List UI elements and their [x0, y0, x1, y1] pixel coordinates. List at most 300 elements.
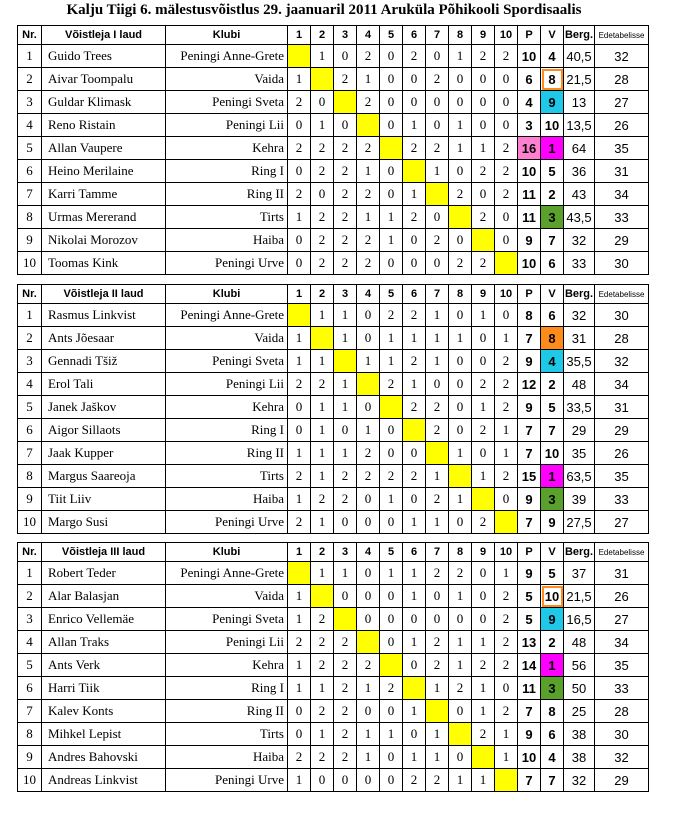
player-name: Alar Balasjan	[42, 585, 166, 608]
result-cell: 2	[495, 396, 518, 419]
berger-cell: 32	[564, 304, 595, 327]
result-cell: 2	[426, 654, 449, 677]
player-name: Karri Tamme	[42, 183, 166, 206]
club-name: Ring I	[166, 160, 288, 183]
header-round: 1	[288, 543, 311, 562]
result-cell: 2	[472, 419, 495, 442]
club-name: Peningi Urve	[166, 511, 288, 534]
result-cell: 2	[311, 373, 334, 396]
player-name: Andreas Linkvist	[42, 769, 166, 792]
ranking-cell: 28	[595, 68, 649, 91]
result-cell: 0	[380, 160, 403, 183]
result-cell: 2	[472, 373, 495, 396]
berger-cell: 21,5	[564, 68, 595, 91]
result-cell: 0	[357, 608, 380, 631]
result-cell: 0	[449, 608, 472, 631]
result-cell: 1	[311, 350, 334, 373]
berger-cell: 38	[564, 723, 595, 746]
result-cell: 1	[288, 350, 311, 373]
place-cell: 8	[541, 700, 564, 723]
place-cell: 4	[541, 45, 564, 68]
result-cell: 1	[472, 769, 495, 792]
row-number: 3	[18, 350, 42, 373]
row-number: 9	[18, 229, 42, 252]
club-name: Tirts	[166, 465, 288, 488]
result-cell: 1	[426, 350, 449, 373]
self-cell	[472, 229, 495, 252]
result-cell: 2	[472, 654, 495, 677]
result-cell: 0	[288, 252, 311, 275]
result-cell: 0	[288, 723, 311, 746]
points-cell: 7	[518, 442, 541, 465]
points-cell: 5	[518, 608, 541, 631]
result-cell: 0	[495, 206, 518, 229]
header-nr: Nr.	[18, 543, 42, 562]
place-cell: 10	[541, 442, 564, 465]
points-cell: 13	[518, 631, 541, 654]
crosstable-1	[17, 25, 649, 275]
result-cell: 2	[311, 700, 334, 723]
points-cell: 7	[518, 327, 541, 350]
result-cell: 2	[495, 608, 518, 631]
result-cell: 1	[472, 304, 495, 327]
club-name: Haiba	[166, 229, 288, 252]
header-points: P	[518, 543, 541, 562]
result-cell: 2	[426, 562, 449, 585]
result-cell: 2	[426, 631, 449, 654]
result-cell: 0	[380, 700, 403, 723]
player-name: Mihkel Lepist	[42, 723, 166, 746]
result-cell: 0	[334, 114, 357, 137]
result-cell: 0	[311, 91, 334, 114]
result-cell: 1	[380, 327, 403, 350]
header-ranking: Edetabelisse	[595, 26, 649, 45]
result-cell: 2	[334, 229, 357, 252]
result-cell: 1	[357, 160, 380, 183]
berger-cell: 16,5	[564, 608, 595, 631]
points-cell: 11	[518, 183, 541, 206]
header-round: 4	[357, 26, 380, 45]
result-cell: 0	[357, 304, 380, 327]
player-name: Rasmus Linkvist	[42, 304, 166, 327]
self-cell	[449, 723, 472, 746]
club-name: Peningi Anne-Grete	[166, 45, 288, 68]
result-cell: 2	[472, 45, 495, 68]
result-cell: 1	[311, 45, 334, 68]
self-cell	[288, 304, 311, 327]
result-cell: 0	[334, 769, 357, 792]
result-cell: 1	[449, 442, 472, 465]
points-cell: 5	[518, 585, 541, 608]
result-cell: 1	[357, 746, 380, 769]
result-cell: 2	[334, 206, 357, 229]
berger-cell: 50	[564, 677, 595, 700]
result-cell: 2	[495, 631, 518, 654]
header-player: Võistleja II laud	[42, 285, 166, 304]
self-cell	[334, 91, 357, 114]
row-number: 5	[18, 137, 42, 160]
header-round: 7	[426, 543, 449, 562]
result-cell: 1	[426, 160, 449, 183]
result-cell: 1	[380, 206, 403, 229]
result-cell: 1	[495, 419, 518, 442]
result-cell: 2	[311, 746, 334, 769]
table-row	[18, 373, 649, 396]
result-cell: 1	[449, 137, 472, 160]
result-cell: 0	[449, 746, 472, 769]
result-cell: 2	[311, 488, 334, 511]
table-row	[18, 396, 649, 419]
header-round: 3	[334, 26, 357, 45]
result-cell: 1	[472, 396, 495, 419]
row-number: 10	[18, 252, 42, 275]
result-cell: 1	[426, 746, 449, 769]
berger-cell: 39	[564, 488, 595, 511]
player-name: Aivar Toompalu	[42, 68, 166, 91]
result-cell: 2	[288, 137, 311, 160]
result-cell: 0	[380, 585, 403, 608]
self-cell	[311, 585, 334, 608]
berger-cell: 64	[564, 137, 595, 160]
result-cell: 1	[495, 327, 518, 350]
player-name: Margo Susi	[42, 511, 166, 534]
self-cell	[426, 700, 449, 723]
berger-cell: 13,5	[564, 114, 595, 137]
result-cell: 1	[288, 488, 311, 511]
ranking-cell: 28	[595, 327, 649, 350]
club-name: Ring II	[166, 700, 288, 723]
result-cell: 0	[426, 608, 449, 631]
points-cell: 11	[518, 206, 541, 229]
result-cell: 0	[472, 562, 495, 585]
self-cell	[311, 68, 334, 91]
header-round: 10	[495, 26, 518, 45]
player-name: Erol Tali	[42, 373, 166, 396]
result-cell: 2	[334, 631, 357, 654]
self-cell	[288, 562, 311, 585]
table-row	[18, 677, 649, 700]
result-cell: 2	[334, 183, 357, 206]
result-cell: 1	[357, 677, 380, 700]
header-place: V	[541, 285, 564, 304]
result-cell: 2	[403, 304, 426, 327]
place-cell: 9	[541, 91, 564, 114]
result-cell: 0	[449, 229, 472, 252]
result-cell: 1	[380, 350, 403, 373]
place-cell: 8	[541, 327, 564, 350]
self-cell	[403, 677, 426, 700]
table-row	[18, 114, 649, 137]
row-number: 3	[18, 91, 42, 114]
result-cell: 0	[334, 585, 357, 608]
berger-cell: 48	[564, 373, 595, 396]
result-cell: 2	[472, 511, 495, 534]
result-cell: 0	[288, 114, 311, 137]
result-cell: 2	[357, 137, 380, 160]
result-cell: 1	[334, 562, 357, 585]
club-name: Kehra	[166, 654, 288, 677]
berger-cell: 43,5	[564, 206, 595, 229]
result-cell: 0	[288, 229, 311, 252]
result-cell: 0	[380, 252, 403, 275]
berger-cell: 33	[564, 252, 595, 275]
berger-cell: 13	[564, 91, 595, 114]
result-cell: 0	[426, 585, 449, 608]
header-round: 7	[426, 285, 449, 304]
self-cell	[403, 160, 426, 183]
result-cell: 1	[380, 723, 403, 746]
ranking-cell: 34	[595, 183, 649, 206]
table-row	[18, 91, 649, 114]
result-cell: 2	[472, 723, 495, 746]
result-cell: 1	[403, 114, 426, 137]
result-cell: 2	[311, 206, 334, 229]
player-name: Toomas Kink	[42, 252, 166, 275]
row-number: 2	[18, 327, 42, 350]
berger-cell: 32	[564, 229, 595, 252]
result-cell: 0	[449, 160, 472, 183]
result-cell: 2	[426, 137, 449, 160]
ranking-cell: 33	[595, 677, 649, 700]
result-cell: 2	[334, 465, 357, 488]
self-cell	[288, 45, 311, 68]
result-cell: 2	[288, 511, 311, 534]
ranking-cell: 31	[595, 160, 649, 183]
club-name: Peningi Lii	[166, 114, 288, 137]
place-cell: 1	[541, 654, 564, 677]
self-cell	[334, 608, 357, 631]
result-cell: 2	[495, 373, 518, 396]
result-cell: 2	[403, 137, 426, 160]
result-cell: 1	[288, 769, 311, 792]
result-cell: 2	[288, 746, 311, 769]
result-cell: 1	[288, 585, 311, 608]
player-name: Allan Vaupere	[42, 137, 166, 160]
result-cell: 2	[472, 160, 495, 183]
result-cell: 0	[380, 769, 403, 792]
result-cell: 1	[472, 465, 495, 488]
header-round: 8	[449, 285, 472, 304]
club-name: Haiba	[166, 488, 288, 511]
header-round: 1	[288, 26, 311, 45]
result-cell: 2	[495, 700, 518, 723]
header-round: 4	[357, 543, 380, 562]
header-round: 3	[334, 543, 357, 562]
self-cell	[357, 631, 380, 654]
result-cell: 1	[449, 114, 472, 137]
result-cell: 0	[357, 562, 380, 585]
row-number: 10	[18, 769, 42, 792]
result-cell: 2	[288, 373, 311, 396]
result-cell: 1	[311, 723, 334, 746]
result-cell: 1	[426, 723, 449, 746]
points-cell: 15	[518, 465, 541, 488]
result-cell: 2	[334, 654, 357, 677]
result-cell: 2	[426, 769, 449, 792]
club-name: Peningi Sveta	[166, 350, 288, 373]
result-cell: 2	[495, 350, 518, 373]
place-cell: 10	[541, 585, 564, 608]
result-cell: 2	[449, 562, 472, 585]
points-cell: 8	[518, 304, 541, 327]
result-cell: 0	[357, 488, 380, 511]
result-cell: 1	[403, 585, 426, 608]
result-cell: 2	[472, 206, 495, 229]
result-cell: 1	[426, 465, 449, 488]
place-cell: 9	[541, 608, 564, 631]
self-cell	[472, 746, 495, 769]
result-cell: 0	[357, 585, 380, 608]
header-berger: Berg.	[564, 543, 595, 562]
table-row	[18, 465, 649, 488]
result-cell: 1	[288, 608, 311, 631]
points-cell: 4	[518, 91, 541, 114]
header-ranking: Edetabelisse	[595, 285, 649, 304]
berger-cell: 31	[564, 327, 595, 350]
club-name: Peningi Sveta	[166, 91, 288, 114]
result-cell: 1	[449, 45, 472, 68]
result-cell: 0	[403, 608, 426, 631]
row-number: 6	[18, 160, 42, 183]
ranking-cell: 29	[595, 769, 649, 792]
result-cell: 0	[288, 160, 311, 183]
club-name: Peningi Anne-Grete	[166, 562, 288, 585]
header-round: 8	[449, 26, 472, 45]
row-number: 6	[18, 677, 42, 700]
result-cell: 2	[380, 677, 403, 700]
place-cell: 2	[541, 631, 564, 654]
player-name: Urmas Mererand	[42, 206, 166, 229]
points-cell: 9	[518, 488, 541, 511]
result-cell: 1	[426, 304, 449, 327]
club-name: Peningi Urve	[166, 769, 288, 792]
result-cell: 0	[449, 700, 472, 723]
row-number: 7	[18, 442, 42, 465]
result-cell: 1	[334, 373, 357, 396]
result-cell: 0	[311, 769, 334, 792]
result-cell: 1	[357, 68, 380, 91]
result-cell: 1	[311, 396, 334, 419]
result-cell: 1	[403, 373, 426, 396]
club-name: Kehra	[166, 137, 288, 160]
berger-cell: 35,5	[564, 350, 595, 373]
result-cell: 0	[426, 91, 449, 114]
row-number: 4	[18, 114, 42, 137]
result-cell: 0	[334, 511, 357, 534]
result-cell: 2	[403, 350, 426, 373]
result-cell: 0	[403, 91, 426, 114]
ranking-cell: 35	[595, 654, 649, 677]
table-row	[18, 488, 649, 511]
result-cell: 2	[334, 677, 357, 700]
result-cell: 1	[495, 442, 518, 465]
result-cell: 0	[380, 631, 403, 654]
club-name: Peningi Urve	[166, 252, 288, 275]
result-cell: 1	[288, 654, 311, 677]
player-name: Heino Merilaine	[42, 160, 166, 183]
result-cell: 2	[403, 45, 426, 68]
header-round: 1	[288, 285, 311, 304]
result-cell: 0	[334, 45, 357, 68]
result-cell: 2	[288, 91, 311, 114]
result-cell: 1	[288, 442, 311, 465]
result-cell: 2	[426, 488, 449, 511]
player-name: Harri Tiik	[42, 677, 166, 700]
result-cell: 2	[495, 137, 518, 160]
result-cell: 0	[380, 442, 403, 465]
table-row	[18, 442, 649, 465]
result-cell: 2	[311, 631, 334, 654]
self-cell	[403, 419, 426, 442]
place-cell: 10	[541, 114, 564, 137]
result-cell: 0	[495, 229, 518, 252]
result-cell: 0	[495, 68, 518, 91]
row-number: 9	[18, 488, 42, 511]
row-number: 7	[18, 183, 42, 206]
place-cell: 3	[541, 206, 564, 229]
club-name: Ring II	[166, 183, 288, 206]
result-cell: 1	[311, 677, 334, 700]
result-cell: 2	[449, 677, 472, 700]
result-cell: 1	[449, 327, 472, 350]
header-round: 2	[311, 26, 334, 45]
berger-cell: 29	[564, 419, 595, 442]
table-row	[18, 769, 649, 792]
points-cell: 9	[518, 396, 541, 419]
row-number: 8	[18, 723, 42, 746]
result-cell: 0	[449, 396, 472, 419]
player-name: Guldar Klimask	[42, 91, 166, 114]
result-cell: 2	[403, 465, 426, 488]
club-name: Tirts	[166, 723, 288, 746]
result-cell: 0	[380, 183, 403, 206]
result-cell: 0	[449, 304, 472, 327]
result-cell: 0	[472, 68, 495, 91]
header-round: 5	[380, 543, 403, 562]
table-row	[18, 137, 649, 160]
result-cell: 2	[357, 252, 380, 275]
player-name: Kalev Konts	[42, 700, 166, 723]
result-cell: 1	[334, 396, 357, 419]
header-round: 3	[334, 285, 357, 304]
row-number: 7	[18, 700, 42, 723]
place-cell: 6	[541, 723, 564, 746]
row-number: 1	[18, 45, 42, 68]
ranking-cell: 32	[595, 746, 649, 769]
header-row	[18, 543, 649, 562]
self-cell	[380, 654, 403, 677]
result-cell: 0	[495, 304, 518, 327]
result-cell: 0	[495, 677, 518, 700]
place-cell: 7	[541, 229, 564, 252]
row-number: 1	[18, 304, 42, 327]
place-cell: 5	[541, 562, 564, 585]
result-cell: 0	[380, 114, 403, 137]
player-name: Andres Bahovski	[42, 746, 166, 769]
club-name: Kehra	[166, 396, 288, 419]
row-number: 8	[18, 206, 42, 229]
page-title: Kalju Tiigi 6. mälestusvõistlus 29. jaanuaril 2011 Aruküla Põhikooli Spordisaalis	[66, 2, 582, 18]
player-name: Allan Traks	[42, 631, 166, 654]
berger-cell: 25	[564, 700, 595, 723]
result-cell: 1	[472, 137, 495, 160]
result-cell: 1	[403, 562, 426, 585]
points-cell: 10	[518, 252, 541, 275]
result-cell: 0	[449, 511, 472, 534]
header-club: Klubi	[166, 26, 288, 45]
header-round: 6	[403, 26, 426, 45]
result-cell: 2	[426, 396, 449, 419]
